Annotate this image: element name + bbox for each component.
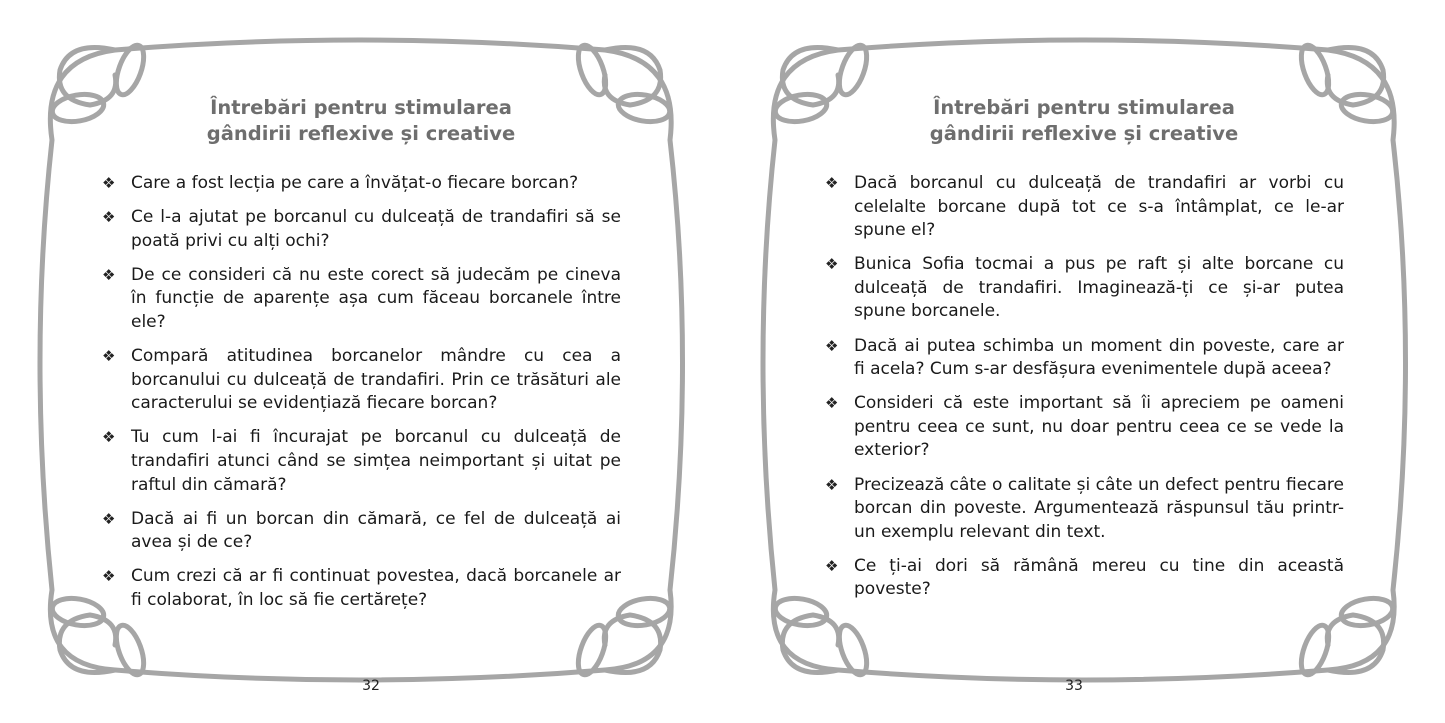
question-text: Precizează câte o calitate și câte un defect pentru fiecare borcan din poveste. Argumentează răspunsul tău printr-un exemplu relevant din text. bbox=[854, 474, 1344, 542]
question-text: Compară atitudinea borcanelor mândre cu cea a borcanului cu dulceață de trandafiri. Prin ce trăsături ale caracterului se evidențiază fiecare borcan? bbox=[131, 346, 621, 414]
right-page bbox=[723, 0, 1445, 723]
list-item bbox=[102, 172, 621, 196]
diamond-bullet-icon: ❖ bbox=[825, 255, 839, 274]
page-number: 33 bbox=[1065, 678, 1083, 694]
list-item bbox=[102, 508, 621, 555]
question-text: Care a fost lecția pe care a învățat-o fiecare borcan? bbox=[131, 173, 579, 193]
diamond-bullet-icon: ❖ bbox=[825, 394, 839, 413]
question-text: Tu cum l-ai fi încurajat pe borcanul cu dulceață de trandafiri atunci când se simțea neimportant și uitat pe raftul din cămară? bbox=[131, 427, 621, 495]
page-title bbox=[161, 95, 561, 147]
page-title bbox=[884, 95, 1284, 147]
title-line-1: Întrebări pentru stimularea bbox=[210, 96, 512, 119]
list-item bbox=[102, 426, 621, 497]
list-item bbox=[825, 172, 1344, 243]
question-text: Dacă ai fi un borcan din cămară, ce fel de dulceață ai avea și de ce? bbox=[131, 508, 621, 553]
page-number: 32 bbox=[362, 678, 380, 694]
list-item bbox=[102, 206, 621, 253]
left-page bbox=[0, 0, 722, 723]
diamond-bullet-icon: ❖ bbox=[825, 336, 839, 355]
diamond-bullet-icon: ❖ bbox=[102, 347, 116, 366]
question-text: Dacă borcanul cu dulceață de trandafiri ar vorbi cu celelalte borcane după tot ce s-a întâmplat, ce le-ar spune el? bbox=[854, 173, 1344, 241]
question-list bbox=[825, 172, 1344, 613]
diamond-bullet-icon: ❖ bbox=[102, 174, 116, 192]
list-item bbox=[825, 253, 1344, 324]
question-text: Ce ți-ai dori să rămână mereu cu tine din această poveste? bbox=[854, 555, 1344, 600]
title-line-2: gândirii reflexive și creative bbox=[206, 122, 516, 145]
question-text: Consideri că este important să îi apreciem pe oameni pentru ceea ce sunt, nu doar pentru ceea ce se vede la exterior? bbox=[854, 393, 1344, 461]
list-item bbox=[825, 474, 1344, 545]
title-line-1: Întrebări pentru stimularea bbox=[933, 96, 1235, 119]
diamond-bullet-icon: ❖ bbox=[102, 509, 116, 528]
diamond-bullet-icon: ❖ bbox=[825, 556, 839, 575]
diamond-bullet-icon: ❖ bbox=[102, 567, 116, 586]
list-item bbox=[825, 335, 1344, 382]
diamond-bullet-icon: ❖ bbox=[825, 475, 839, 494]
list-item bbox=[825, 555, 1344, 602]
list-item bbox=[102, 565, 621, 612]
list-item bbox=[102, 264, 621, 335]
question-text: Dacă ai putea schimba un moment din poveste, care ar fi acela? Cum s-ar desfășura evenimentele după aceea? bbox=[854, 335, 1344, 380]
list-item bbox=[825, 392, 1344, 463]
diamond-bullet-icon: ❖ bbox=[102, 208, 116, 227]
diamond-bullet-icon: ❖ bbox=[825, 174, 839, 192]
question-list bbox=[102, 172, 621, 623]
diamond-bullet-icon: ❖ bbox=[102, 428, 116, 447]
title-line-2: gândirii reflexive și creative bbox=[929, 122, 1239, 145]
question-text: Ce l-a ajutat pe borcanul cu dulceață de trandafiri să se poată privi cu alți ochi? bbox=[131, 207, 621, 251]
question-text: Cum crezi că ar fi continuat povestea, dacă borcanele ar fi colaborat, în loc să fie certărețe? bbox=[131, 566, 621, 610]
question-text: De ce consideri că nu este corect să judecăm pe cineva în funcție de aparențe așa cum făceau borcanele între ele? bbox=[131, 264, 621, 332]
diamond-bullet-icon: ❖ bbox=[102, 265, 116, 284]
list-item bbox=[102, 345, 621, 416]
question-text: Bunica Sofia tocmai a pus pe raft și alte borcane cu dulceață de trandafiri. Imaginează-ți ce și-ar putea spune borcanele. bbox=[854, 254, 1344, 322]
